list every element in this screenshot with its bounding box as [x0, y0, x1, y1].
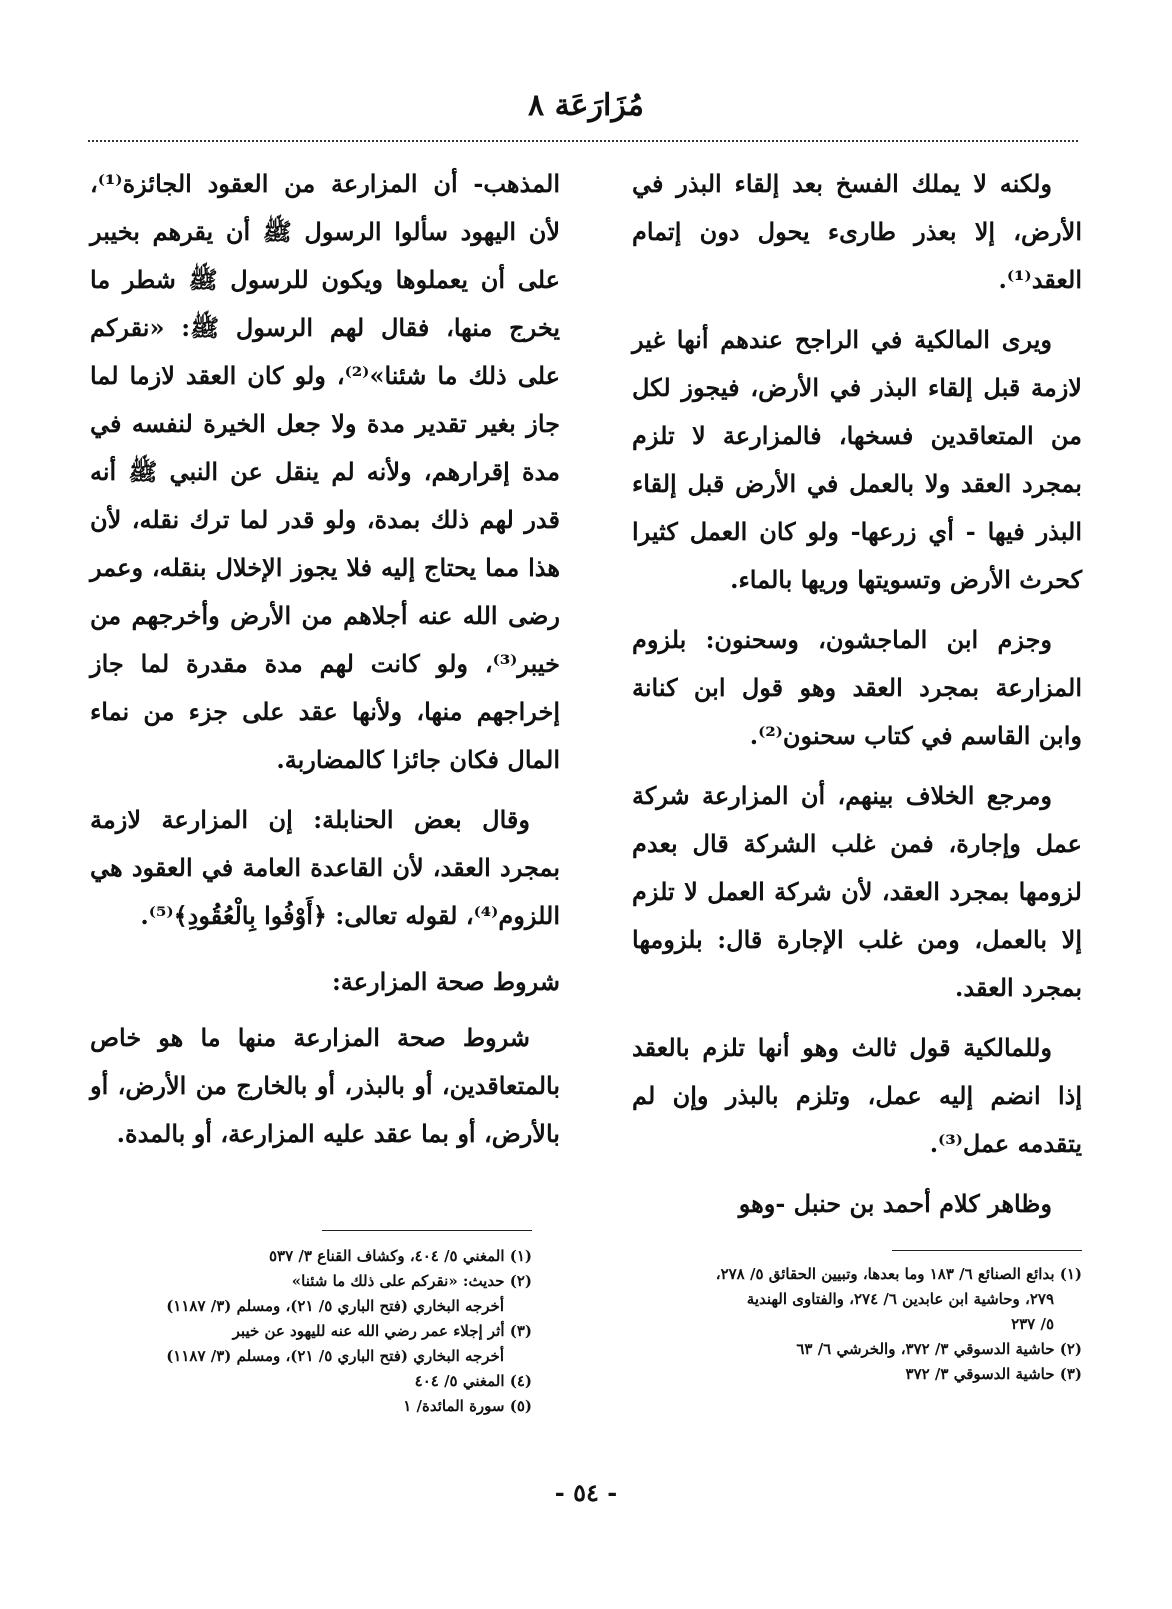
paragraph: وجزم ابن الماجشون، وسحنون: بلزوم المزارعة بمجرد العقد وهو قول ابن كنانة وابن القاسم في كتاب سحنون⁽²⁾.	[632, 625, 1082, 750]
footnote-divider	[322, 1230, 532, 1231]
page-header-title: مُزَارَعَة ٨	[528, 88, 644, 123]
paragraph: ومرجع الخلاف بينهم، أن المزارعة شركة عمل وإجارة، فمن غلب الشركة قال بعدم لزومها بمجرد العقد، لأن شركة العمل لا تلزم إلا بالعمل، ومن غلب الإجارة قال: بلزومها بمجرد العقد.	[632, 781, 1082, 1002]
right-column	[632, 160, 1082, 1240]
footnote: أخرجه البخاري (فتح الباري ٥/ ٢١)، ومسلم (٣/ ١١٨٧)	[166, 1347, 504, 1365]
footnote: (٣) حاشية الدسوقي ٣/ ٣٧٢	[905, 1365, 1082, 1383]
footnotes-right	[612, 1262, 1082, 1387]
paragraph: ويرى المالكية في الراجح عندهم أنها غير لازمة قبل إلقاء البذر في الأرض، فيجوز لكل من المتعاقدين فسخها، فالمزارعة لا تلزم بمجرد العقد ولا بالعمل في الأرض قبل إلقاء البذر فيها - أي زرعها- ولو كان العمل كثيرا كحرث الأرض وتسويتها وريها بالماء.	[632, 325, 1082, 594]
footnote: (٢) حديث: «نقركم على ذلك ما شئنا»	[291, 1272, 532, 1290]
footnote: (١) بدائع الصنائع ٦/ ١٨٣ وما بعدها، وتبيين الحقائق ٥/ ٢٧٨،	[715, 1265, 1082, 1283]
footnote: (٥) سورة المائدة/ ١	[403, 1397, 532, 1415]
paragraph: شروط صحة المزارعة منها ما هو خاص بالمتعاقدين، أو بالبذر، أو بالخارج من الأرض، أو بالأرض، أو بما عقد عليه المزارعة، أو بالمدة.	[90, 1023, 560, 1148]
left-column	[90, 160, 560, 1170]
paragraph: وقال بعض الحنابلة: إن المزارعة لازمة بمجرد العقد، لأن القاعدة العامة في العقود هي اللزوم⁽⁴⁾، لقوله تعالى: ﴿أَوْفُوا بِالْعُقُودِ﴾⁽⁵⁾.	[90, 805, 560, 930]
paragraph: وللمالكية قول ثالث وهو أنها تلزم بالعقد إذا انضم إليه عمل، وتلزم بالبذر وإن لم يتقدمه عمل⁽³⁾.	[632, 1033, 1082, 1158]
footnote: (٤) المغني ٥/ ٤٠٤	[414, 1372, 532, 1390]
paragraph: المذهب- أن المزارعة من العقود الجائزة⁽¹⁾، لأن اليهود سألوا الرسول ﷺ أن يقرهم بخيبر على أن يعملوها ويكون للرسول ﷺ شطر ما يخرج منها، فقال لهم الرسول ﷺ: «نقركم على ذلك ما شئنا»⁽²⁾، ولو كان العقد لازما لما جاز بغير تقدير مدة ولا جعل الخيرة لنفسه في مدة إقرارهم، ولأنه لم ينقل عن النبي ﷺ أنه قدر لهم ذلك بمدة، ولو قدر لما ترك نقله، لأن هذا مما يحتاج إليه فلا يجوز الإخلال بنقله، وعمر رضى الله عنه أجلاهم من الأرض وأخرجهم من خيبر⁽³⁾، ولو كانت لهم مدة مقدرة لما جاز إخراجهم منها، ولأنها عقد على جزء من نماء المال فكان جائزا كالمضاربة.	[90, 169, 560, 774]
footnote-divider	[892, 1250, 1082, 1251]
footnotes-left	[82, 1244, 532, 1419]
header-divider	[88, 140, 1078, 142]
footnote: (٣) أثر إجلاء عمر رضي الله عنه لليهود عن خيبر	[232, 1322, 532, 1340]
footnote: ٢٧٩، وحاشية ابن عابدين ٦/ ٢٧٤، والفتاوى الهندية	[746, 1290, 1054, 1308]
footnote: ٥/ ٢٣٧	[1011, 1315, 1054, 1333]
page-number: - ٥٤ -	[554, 1478, 618, 1507]
paragraph: وظاهر كلام أحمد بن حنبل -وهو	[738, 1189, 1052, 1218]
footnote: أخرجه البخاري (فتح الباري ٥/ ٢١)، ومسلم (٣/ ١١٨٧)	[166, 1297, 504, 1315]
paragraph: ولكنه لا يملك الفسخ بعد إلقاء البذر في الأرض، إلا بعذر طارىء يحول دون إتمام العقد⁽¹⁾.	[632, 169, 1082, 294]
footnote: (١) المغني ٥/ ٤٠٤، وكشاف القناع ٣/ ٥٣٧	[268, 1247, 532, 1265]
footnote: (٢) حاشية الدسوقي ٣/ ٣٧٢، والخرشي ٦/ ٦٣	[796, 1340, 1082, 1358]
section-heading: شروط صحة المزارعة:	[332, 967, 560, 996]
